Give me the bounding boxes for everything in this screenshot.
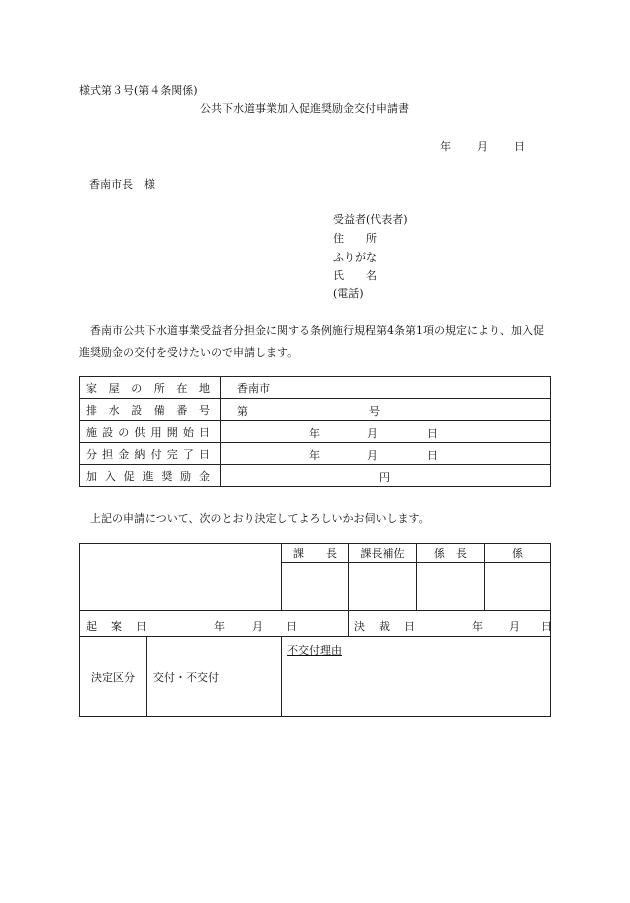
table-row bbox=[80, 377, 551, 399]
incentive-amount-cell bbox=[221, 465, 551, 487]
date-year: 年 bbox=[440, 140, 451, 153]
header-section-chief: 課 長 bbox=[282, 544, 349, 563]
document-title: 公共下水道事業加入促進奨励金交付申請書 bbox=[200, 102, 409, 115]
table-row bbox=[80, 399, 551, 421]
decision-date-cell bbox=[349, 611, 551, 637]
header-staff: 係 bbox=[485, 544, 551, 563]
non-grant-reason-label: 不交付理由 bbox=[287, 644, 343, 657]
applicant-name-label: 氏 名 bbox=[333, 269, 377, 282]
day-label: 日 bbox=[541, 620, 553, 633]
addressee: 香南市長 様 bbox=[89, 178, 155, 191]
year-label: 年 bbox=[309, 427, 320, 440]
day-label: 日 bbox=[427, 427, 438, 440]
blank-cell bbox=[80, 544, 282, 611]
label-property-location bbox=[80, 377, 221, 399]
draft-date-cell bbox=[80, 611, 349, 637]
approval-request-text: 上記の申請について、次のとおり決定してよろしいかお伺いします。 bbox=[90, 512, 430, 525]
month-label: 月 bbox=[367, 427, 378, 440]
table-row bbox=[80, 443, 551, 465]
property-location-value: 香南市 bbox=[221, 377, 551, 399]
month-label: 月 bbox=[509, 620, 521, 633]
table-row bbox=[80, 544, 551, 563]
drainage-number-prefix: 第 bbox=[237, 405, 248, 418]
applicant-address-label: 住 所 bbox=[333, 232, 377, 245]
applicant-phone-label: (電話) bbox=[333, 287, 364, 300]
label-text: 分 担 金 納 付 完 了 日 bbox=[86, 447, 210, 461]
stamp-unit-chief bbox=[417, 563, 485, 611]
form-number: 様式第３号(第４条関係) bbox=[79, 84, 198, 97]
year-label: 年 bbox=[309, 449, 320, 462]
yen-unit: 円 bbox=[379, 471, 390, 484]
reason-cell bbox=[282, 637, 551, 717]
day-label: 日 bbox=[427, 449, 438, 462]
applicant-furigana-label: ふりがな bbox=[333, 251, 377, 264]
drainage-number-suffix: 号 bbox=[369, 405, 380, 418]
header-assistant-chief: 課長補佐 bbox=[349, 544, 417, 563]
category-options: 交付・不交付 bbox=[147, 637, 282, 717]
drainage-number-cell bbox=[221, 399, 551, 421]
day-label: 日 bbox=[286, 620, 297, 633]
stamp-section-chief bbox=[282, 563, 349, 611]
date-line bbox=[440, 138, 525, 154]
year-label: 年 bbox=[214, 620, 225, 633]
label-text: 排 水 設 備 番 号 bbox=[86, 403, 210, 417]
category-label: 決定区分 bbox=[80, 637, 147, 717]
label-text: 施 設 の 供 用 開 始 日 bbox=[86, 425, 210, 439]
month-label: 月 bbox=[252, 620, 263, 633]
label-incentive-amount bbox=[80, 465, 221, 487]
stamp-assistant-chief bbox=[349, 563, 417, 611]
date-day: 日 bbox=[514, 140, 525, 153]
month-label: 月 bbox=[367, 449, 378, 462]
label-payment-completion-date bbox=[80, 443, 221, 465]
date-month: 月 bbox=[477, 140, 488, 153]
table-row bbox=[80, 421, 551, 443]
stamp-staff bbox=[485, 563, 551, 611]
header-unit-chief: 係 長 bbox=[417, 544, 485, 563]
table-row bbox=[80, 637, 551, 717]
table-row bbox=[80, 465, 551, 487]
label-text: 加 入 促 進 奨 励 金 bbox=[86, 469, 210, 483]
label-text: 家 屋 の 所 在 地 bbox=[86, 381, 210, 395]
approval-table bbox=[79, 543, 551, 717]
applicant-role: 受益者(代表者) bbox=[333, 213, 408, 226]
info-table bbox=[79, 376, 551, 487]
label-drainage-number bbox=[80, 399, 221, 421]
payment-completion-date-cell bbox=[221, 443, 551, 465]
application-body-text: 香南市公共下水道事業受益者分担金に関する条例施行規程第4条第1項の規定により、加入促進奨励金の交付を受けたいので申請します。 bbox=[79, 324, 544, 359]
service-start-date-cell bbox=[221, 421, 551, 443]
year-label: 年 bbox=[472, 620, 484, 633]
draft-date-label: 起案日 bbox=[86, 620, 161, 633]
label-service-start-date bbox=[80, 421, 221, 443]
decision-date-label: 決裁日 bbox=[354, 620, 430, 633]
table-row bbox=[80, 611, 551, 637]
